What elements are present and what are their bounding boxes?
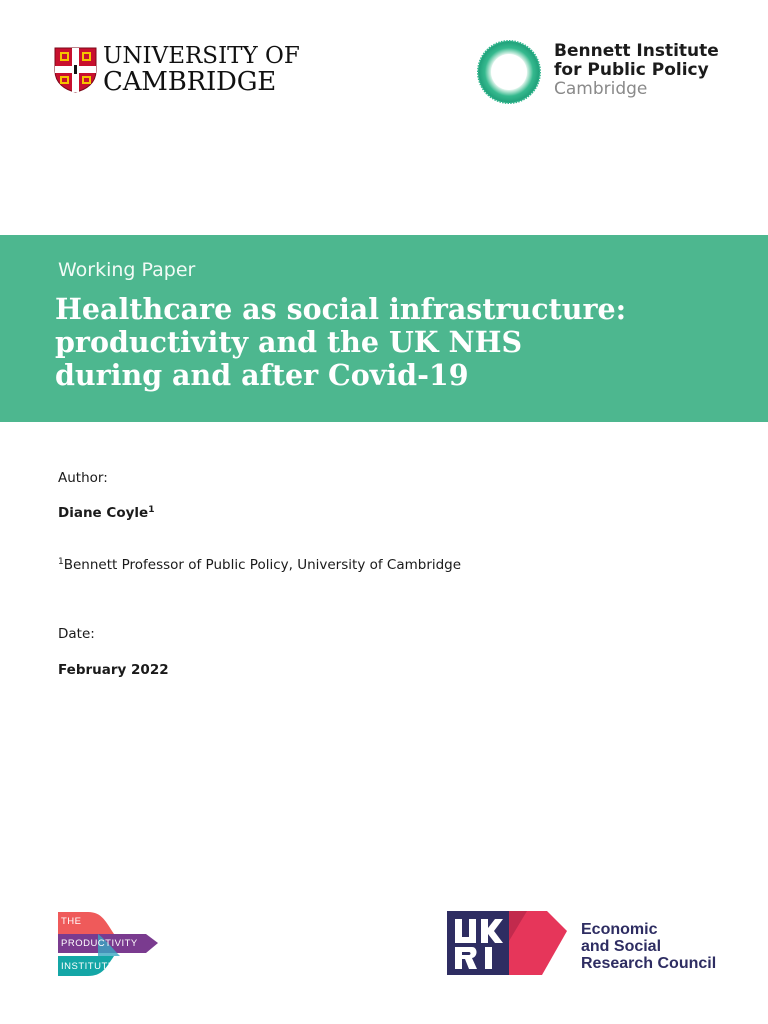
bennett-institute-logo — [477, 40, 717, 104]
date-label: Date: — [58, 626, 95, 642]
author-footnote-mark: 1 — [148, 505, 155, 515]
productivity-logo-line3: INSTITUTE — [61, 961, 115, 972]
bennett-logo-line3: Cambridge — [554, 79, 648, 99]
title-line-1: Healthcare as social infrastructure: — [55, 292, 627, 326]
esrc-logo-line2: and Social — [581, 938, 662, 955]
cambridge-shield-icon — [54, 47, 97, 93]
bennett-logo-line1: Bennett Institute — [554, 41, 719, 61]
esrc-ukri-logo — [447, 911, 717, 975]
cambridge-logo-line2: CAMBRIDGE — [103, 67, 277, 97]
author-name-line — [58, 505, 154, 521]
title-band — [0, 235, 768, 422]
date-value: February 2022 — [58, 662, 169, 678]
affiliation-mark: 1 — [58, 557, 64, 567]
ukri-mark-icon — [447, 911, 567, 975]
title-line-3: during and after Covid-19 — [55, 358, 469, 392]
author-name: Diane Coyle — [58, 505, 149, 521]
university-of-cambridge-logo — [54, 43, 300, 97]
productivity-logo-line1: THE — [61, 916, 82, 927]
esrc-logo-line3: Research Council — [581, 955, 717, 972]
author-label: Author: — [58, 470, 108, 486]
bennett-ring-icon — [477, 40, 541, 104]
affiliation-text: Bennett Professor of Public Policy, University of Cambridge — [63, 557, 462, 573]
bennett-logo-line2: for Public Policy — [554, 60, 709, 80]
cambridge-logo-line1: UNIVERSITY OF — [103, 43, 300, 69]
productivity-institute-logo — [58, 912, 168, 978]
document-title — [55, 293, 735, 392]
affiliation-line — [58, 557, 461, 573]
esrc-logo-line1: Economic — [581, 921, 658, 938]
document-type-label: Working Paper — [58, 259, 196, 281]
productivity-logo-line2: PRODUCTIVITY — [61, 938, 138, 949]
title-line-2: productivity and the UK NHS — [55, 325, 523, 359]
